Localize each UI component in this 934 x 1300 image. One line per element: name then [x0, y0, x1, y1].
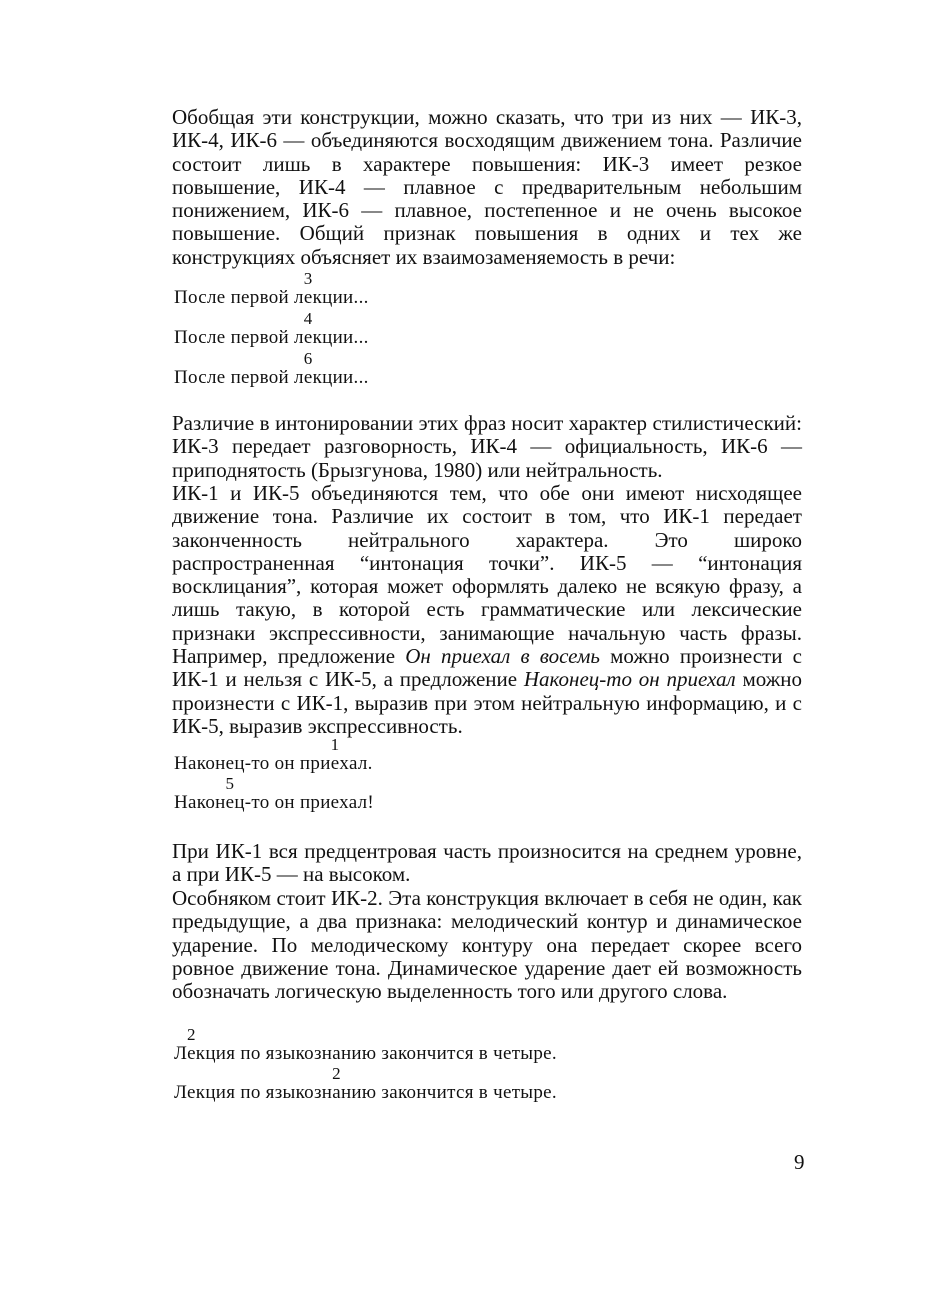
paragraph-1-text: Обобщая эти конструкции, можно сказать, что три из них — ИК-3, ИК-4, ИК-6 — объединяются восходящим движением тона. Различие состоит лишь в характере повышения: ИК-3 имеет резкое повышение, ИК-4 — плавное с предварительным небольшим понижением, ИК-6 — плавное, постепенное и не очень высокое повышение. Общий признак повышения в одних и тех же конструкциях объясняет их взаимозаменяемость в речи: [172, 105, 802, 269]
intonation-mark: 5 [225, 774, 235, 793]
paragraph-3-text: ИК-1 и ИК-5 объединяются тем, что обе они имеют нисходящее движение тона. Различие их состоит в том, что ИК-1 передает законченность нейтрального характера. Это широко распространенная “интонация точки”. ИК-5 — “интонация восклицания”, которая может оформлять далеко не всякую фразу, а лишь такую, в которой есть грамматические или лексические признаки экспрессивности, занимающие начальную часть фразы. Например, предложение Он приехал в восемь можно произнести с ИК-1 и нельзя с ИК-5, а предложение Наконец-то он приехал можно произнести с ИК-1, выразив при этом нейтральную информацию, и с ИК-5, выразив экспрессивность. [172, 481, 803, 738]
intonation-mark: 6 [303, 349, 313, 368]
paragraph-5-text: Особняком стоит ИК-2. Эта конструкция включает в себя не один, как предыдущие, а два признака: мелодический контур и динамическое ударение. По мелодическому контуру она передает скорее всего ровное движение тона. Динамическое ударение дает ей возможность обозначать логическую выделенность того или другого слова. [172, 886, 802, 1004]
paragraph-5 [172, 887, 802, 1003]
example-phrase-1: Он приехал в восемь [405, 644, 600, 669]
page-number: 9 [794, 1150, 805, 1174]
example-ik5: Наконе 5 ц-то он приехал! [174, 774, 375, 813]
example-ik2-first: Ле 2 кция по языкознанию закончится в четыре. [174, 1025, 557, 1064]
paragraph-4-text: При ИК-1 вся предцентровая часть произносится на среднем уровне, а при ИК-5 — на высоком. [172, 839, 802, 887]
intonation-mark: 3 [303, 269, 313, 288]
example-ik4: После первой ле 4 кции... [174, 309, 369, 348]
paragraph-1 [172, 106, 802, 269]
paragraph-2 [172, 412, 802, 482]
example-ik6: После первой ле 6 кции... [174, 349, 369, 388]
paragraph-4 [172, 840, 802, 887]
example-ik3: После первой ле 3 кции... [174, 269, 369, 308]
intonation-mark: 2 [187, 1025, 196, 1044]
intonation-mark: 2 [332, 1064, 341, 1083]
intonation-mark: 4 [303, 309, 313, 328]
example-phrase-2: Наконец-то он приехал [523, 667, 736, 692]
example-ik1: Наконец-то он прие 1 хал. [174, 735, 373, 774]
paragraph-2-text: Различие в интонировании этих фраз носит характер стилистический: ИК-3 передает разговорность, ИК-4 — официальность, ИК-6 — приподнятость (Брызгунова, 1980) или нейтральность. [172, 411, 802, 482]
example-ik2-second: Лекция по языкозна 2 нию закончится в четыре. [174, 1064, 557, 1103]
intonation-mark: 1 [330, 735, 340, 754]
paragraph-3 [172, 482, 802, 738]
